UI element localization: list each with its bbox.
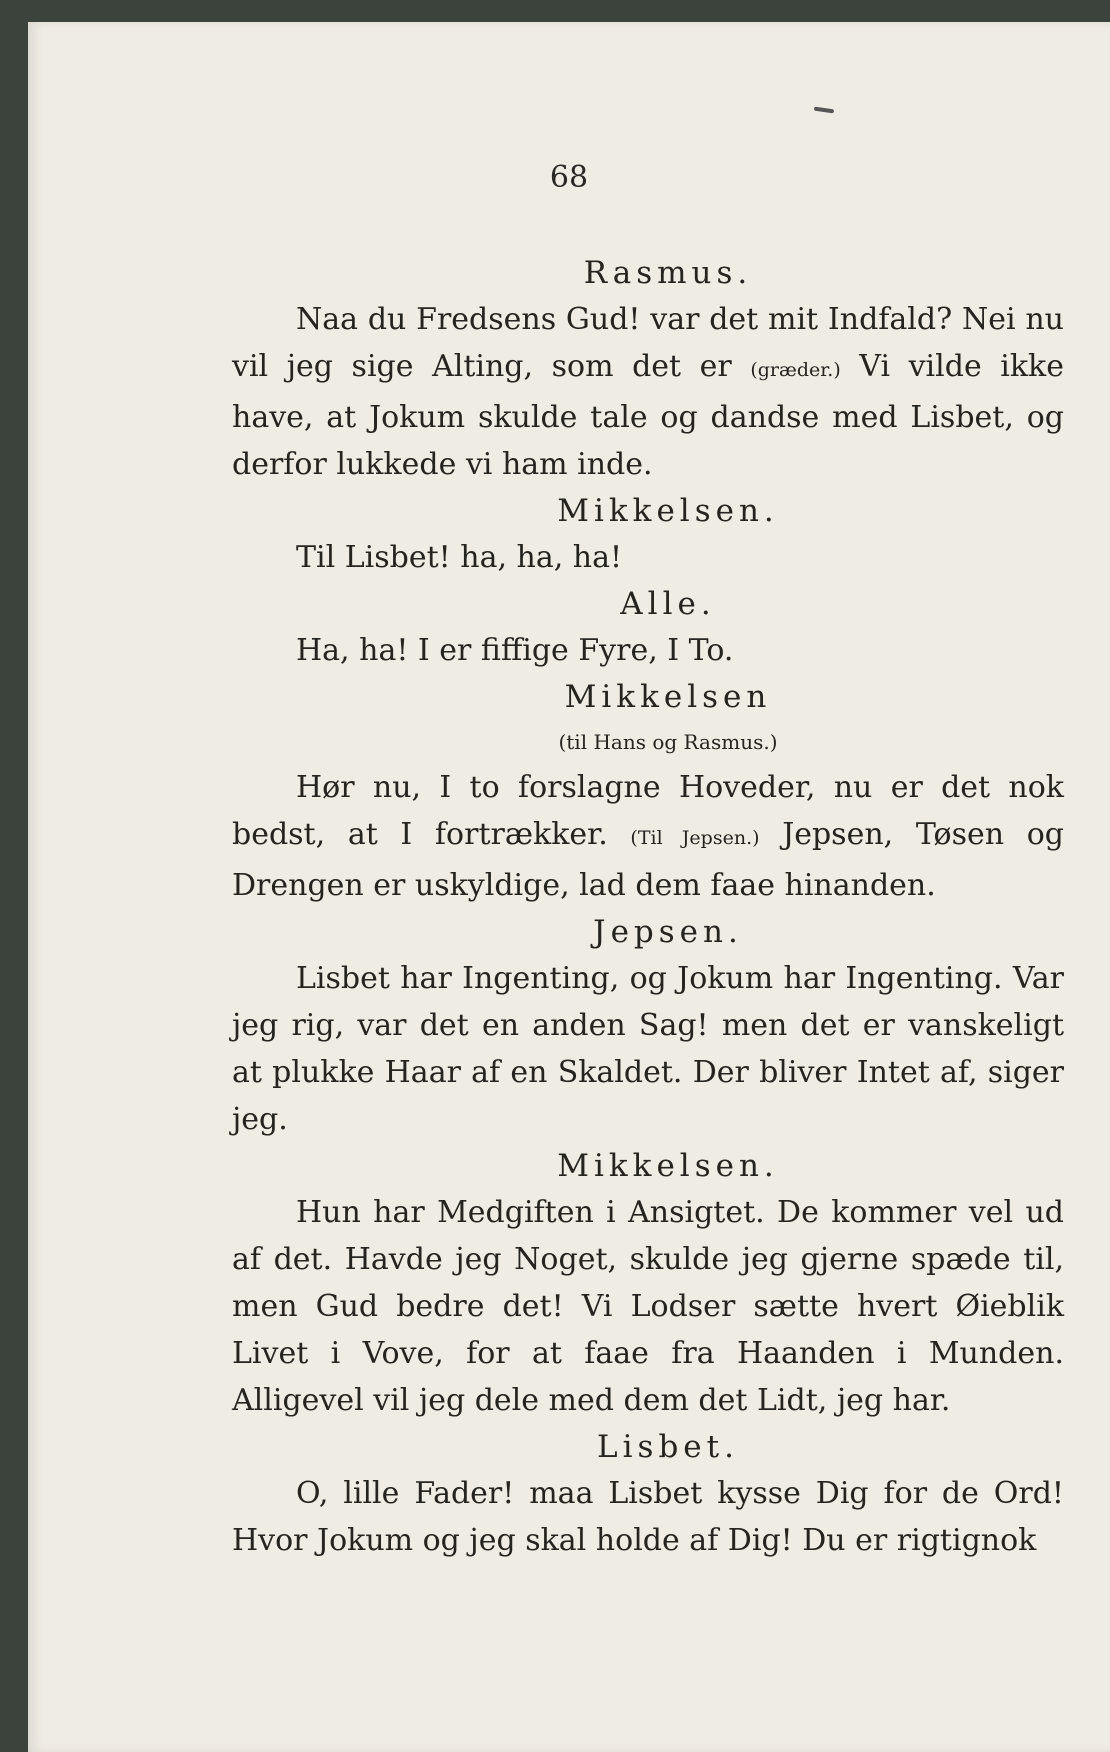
dialogue-paragraph bbox=[232, 955, 1064, 1143]
book-page bbox=[28, 22, 1110, 1752]
ink-mark bbox=[814, 107, 834, 114]
dialogue-text: Til Lisbet! ha, ha, ha! bbox=[296, 540, 623, 575]
dialogue-paragraph bbox=[232, 1470, 1064, 1564]
play-text bbox=[232, 250, 1064, 1564]
dialogue-paragraph bbox=[232, 296, 1064, 488]
dialogue-text: Ha, ha! I er fiffige Fyre, I To. bbox=[296, 633, 734, 668]
inline-stage-direction: (græder.) bbox=[750, 359, 841, 381]
inline-stage-direction: (Til Jepsen.) bbox=[630, 827, 760, 849]
dialogue-paragraph bbox=[232, 764, 1064, 909]
speaker-name: Mikkelsen. bbox=[557, 1148, 779, 1184]
speaker-name: Mikkelsen bbox=[564, 679, 772, 715]
speaker-name: Mikkelsen. bbox=[557, 493, 779, 529]
dialogue-text: Jepsen, Tøsen og Drengen er uskyldige, lad dem faae hinanden. bbox=[232, 817, 1064, 903]
dialogue-text: Lisbet har Ingenting, og Jokum har Ingenting. Var jeg rig, var det en anden Sag! men det er vanskeligt at plukke Haar af en Skaldet. Der bliver Intet af, siger jeg. bbox=[232, 961, 1064, 1137]
dialogue-text: Vi vilde ikke have, at Jokum skulde tale og dandse med Lisbet, og derfor lukkede vi ham inde. bbox=[232, 349, 1064, 482]
dialogue-paragraph bbox=[232, 534, 1064, 581]
page-number: 68 bbox=[549, 160, 589, 195]
stage-direction: (til Hans og Rasmus.) bbox=[558, 730, 778, 754]
dialogue-text: Naa du Fredsens Gud! var det mit Indfald? Nei nu vil jeg sige Alting, som det er bbox=[232, 302, 1064, 384]
speaker-name: Rasmus. bbox=[583, 255, 753, 291]
dialogue-paragraph bbox=[232, 627, 1064, 674]
speaker-name: Alle. bbox=[620, 586, 716, 622]
speaker-name: Jepsen. bbox=[593, 914, 743, 950]
dialogue-text: Hun har Medgiften i Ansigtet. De kommer vel ud af det. Havde jeg Noget, skulde jeg gjerne spæde til, men Gud bedre det! Vi Lodser sætte hvert Øieblik Livet i Vove, for at faae fra Haanden i Munden. Alligevel vil jeg dele med dem det Lidt, jeg har. bbox=[232, 1195, 1064, 1418]
dialogue-text: O, lille Fader! maa Lisbet kysse Dig for de Ord! Hvor Jokum og jeg skal holde af Dig! Du er rigtignok bbox=[232, 1476, 1064, 1558]
dialogue-paragraph bbox=[232, 1189, 1064, 1424]
dialogue-text: Hør nu, I to forslagne Hoveder, nu er det nok bedst, at I fortrækker. bbox=[232, 770, 1064, 852]
speaker-name: Lisbet. bbox=[597, 1429, 739, 1465]
